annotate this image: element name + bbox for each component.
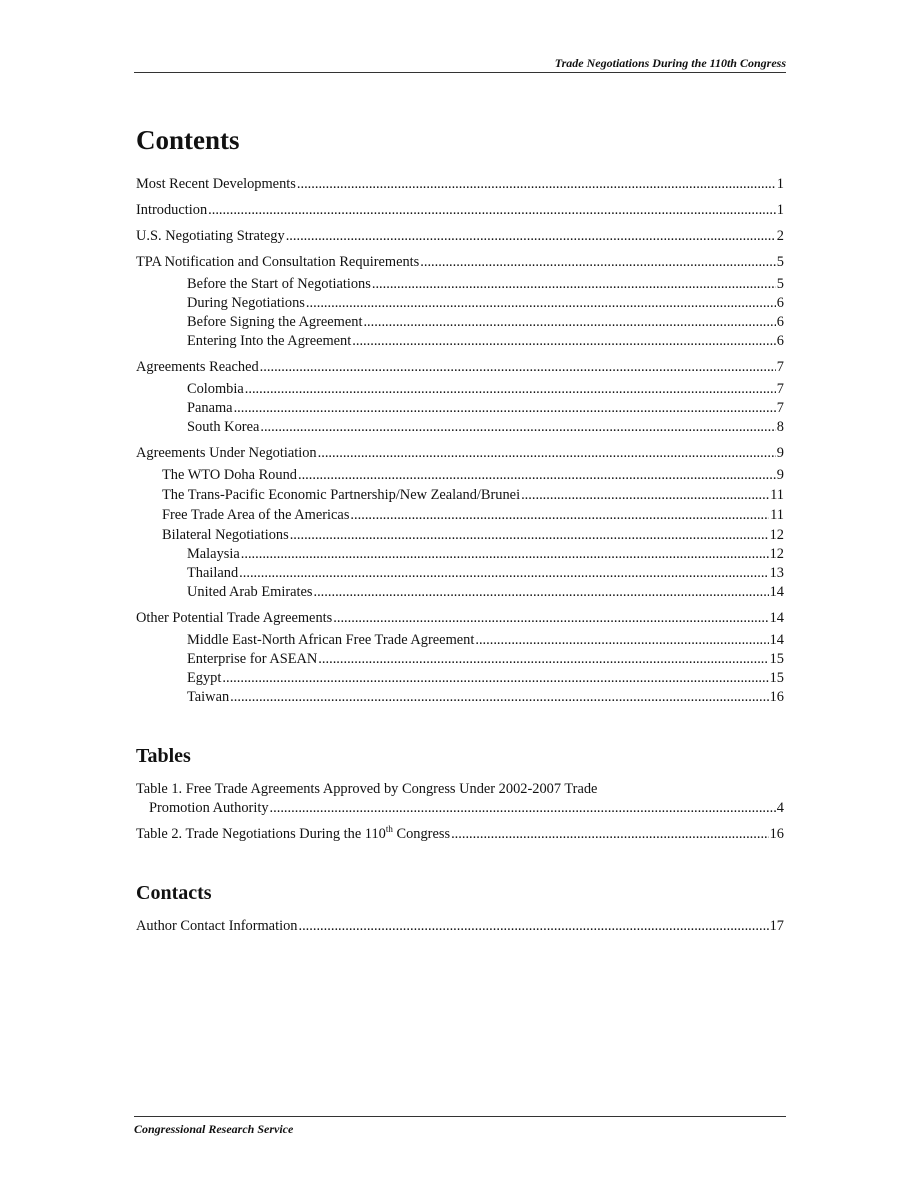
dot-leader [363, 313, 775, 332]
toc-entry[interactable] [136, 418, 784, 437]
toc-entry-page: 7 [776, 359, 784, 375]
toc-entry[interactable] [136, 506, 784, 525]
toc-entry[interactable] [136, 631, 784, 650]
dot-leader [350, 506, 769, 525]
toc-entry-title: Bilateral Negotiations [162, 527, 289, 543]
toc-entry-title: U.S. Negotiating Strategy [136, 228, 285, 244]
dot-leader [333, 609, 768, 628]
toc-entry[interactable] [136, 275, 784, 294]
toc-entry[interactable] [136, 227, 784, 246]
toc-entry-title: Malaysia [187, 546, 240, 562]
toc-entry-page: 6 [776, 333, 784, 349]
toc-entry-title: Colombia [187, 381, 244, 397]
toc-entry[interactable] [136, 564, 784, 583]
dot-leader [222, 669, 768, 688]
toc-entry-title: The WTO Doha Round [162, 467, 297, 483]
toc-entry-title: Taiwan [187, 689, 230, 705]
dot-leader [239, 564, 768, 583]
footer-text: Congressional Research Service [134, 1122, 294, 1136]
toc-entry[interactable] [136, 380, 784, 399]
toc-entry-page: 1 [776, 202, 784, 218]
toc-entry-title: Free Trade Area of the Americas [162, 507, 350, 523]
contents-heading: Contents [136, 125, 240, 155]
dot-leader [318, 444, 776, 463]
dot-leader [270, 799, 776, 818]
toc-entry[interactable] [136, 313, 784, 332]
toc-entry-title: Agreements Under Negotiation [136, 445, 317, 461]
dot-leader [230, 688, 768, 707]
toc-entry-title: The Trans-Pacific Economic Partnership/New Zealand/Brunei [162, 487, 521, 503]
toc-entry-page: 5 [776, 276, 784, 292]
toc-entry-page: 1 [776, 176, 784, 192]
toc-entry-page: 12 [769, 527, 784, 543]
dot-leader [521, 486, 769, 505]
toc-entry[interactable] [136, 526, 784, 545]
toc-entry-title: Entering Into the Agreement [187, 333, 352, 349]
toc-entry-title-line1: Table 1. Free Trade Agreements Approved by Congress Under 2002-2007 Trade [136, 781, 598, 797]
toc-entry[interactable] [136, 609, 784, 628]
toc-entry[interactable] [136, 545, 784, 564]
toc-entry-table-1[interactable] [136, 780, 784, 818]
toc-entry-page: 5 [776, 254, 784, 270]
toc-entry-page: 11 [770, 487, 784, 503]
toc-entry-title-line2: Promotion Authority [149, 800, 269, 816]
toc-entry[interactable] [136, 253, 784, 272]
dot-leader [420, 253, 776, 272]
dot-leader [313, 583, 768, 602]
dot-leader [297, 175, 776, 194]
dot-leader [372, 275, 776, 294]
dot-leader [286, 227, 776, 246]
toc-entry-page: 4 [776, 800, 784, 816]
dot-leader [475, 631, 768, 650]
toc-entry-page: 15 [769, 670, 784, 686]
dot-leader [260, 358, 776, 377]
toc-entry-title: Introduction [136, 202, 208, 218]
toc-entry-table-2[interactable] [136, 825, 784, 844]
toc-entry-title: Other Potential Trade Agreements [136, 610, 333, 626]
running-header [134, 56, 786, 73]
toc-entry-page: 7 [776, 400, 784, 416]
toc-entry-title: Agreements Reached [136, 359, 259, 375]
toc-entry[interactable] [136, 583, 784, 602]
toc-entry[interactable] [136, 399, 784, 418]
toc-entry-page: 9 [776, 467, 784, 483]
toc-entry-page: 11 [770, 507, 784, 523]
toc-entry-page: 6 [776, 314, 784, 330]
toc-entry-page: 15 [769, 651, 784, 667]
toc-entry-page: 16 [769, 689, 784, 705]
toc-entry[interactable] [136, 669, 784, 688]
dot-leader [451, 825, 769, 844]
toc-entry-page: 9 [776, 445, 784, 461]
toc-entry[interactable] [136, 486, 784, 505]
toc-entry-page: 16 [769, 826, 784, 842]
toc-entry-title: During Negotiations [187, 295, 305, 311]
dot-leader [298, 917, 768, 936]
toc-entry-page: 14 [769, 584, 784, 600]
toc-entry[interactable] [136, 332, 784, 351]
toc-entry[interactable] [136, 201, 784, 220]
toc-entry-page: 14 [769, 632, 784, 648]
toc-entry-title: Most Recent Developments [136, 176, 296, 192]
toc-entry-title: Table 2. Trade Negotiations During the 110th Congress [136, 824, 451, 842]
contacts-list [136, 917, 784, 936]
dot-leader [318, 650, 768, 669]
toc-entry-title: Egypt [187, 670, 222, 686]
toc-entry-page: 12 [769, 546, 784, 562]
tables-list [136, 780, 784, 844]
toc-entry-title: Middle East-North African Free Trade Agreement [187, 632, 475, 648]
toc-entry-author-contact[interactable] [136, 917, 784, 936]
toc-entry-title: Before the Start of Negotiations [187, 276, 371, 292]
tables-heading: Tables [136, 745, 191, 767]
running-header-title: Trade Negotiations During the 110th Congress [554, 56, 786, 70]
toc-entry-page: 17 [769, 918, 784, 934]
dot-leader [260, 418, 775, 437]
toc-entry[interactable] [136, 444, 784, 463]
toc-entry-title: Before Signing the Agreement [187, 314, 363, 330]
toc-entry[interactable] [136, 466, 784, 485]
toc-entry-title: South Korea [187, 419, 260, 435]
toc-entry-title: Thailand [187, 565, 239, 581]
dot-leader [306, 294, 776, 313]
contacts-heading: Contacts [136, 882, 212, 904]
dot-leader [245, 380, 776, 399]
toc-entry-page: 2 [776, 228, 784, 244]
toc-entry-title: Author Contact Information [136, 918, 298, 934]
toc-entry-page: 14 [769, 610, 784, 626]
toc-entry[interactable] [136, 358, 784, 377]
toc-entry[interactable] [136, 688, 784, 707]
dot-leader [290, 526, 769, 545]
toc-entry-page: 13 [769, 565, 784, 581]
toc-entry-page: 6 [776, 295, 784, 311]
dot-leader [234, 399, 776, 418]
dot-leader [298, 466, 776, 485]
toc-page-body [136, 124, 784, 936]
toc-entry-title: TPA Notification and Consultation Requirements [136, 254, 420, 270]
toc-entry-title: Enterprise for ASEAN [187, 651, 318, 667]
contents-list [136, 175, 784, 707]
toc-entry-title: Panama [187, 400, 233, 416]
toc-entry-title: United Arab Emirates [187, 584, 313, 600]
toc-entry-page: 8 [776, 419, 784, 435]
dot-leader [241, 545, 769, 564]
toc-entry-page: 7 [776, 381, 784, 397]
running-footer [134, 1116, 786, 1137]
dot-leader [352, 332, 776, 351]
toc-entry[interactable] [136, 175, 784, 194]
toc-entry[interactable] [136, 650, 784, 669]
dot-leader [208, 201, 776, 220]
toc-entry[interactable] [136, 294, 784, 313]
